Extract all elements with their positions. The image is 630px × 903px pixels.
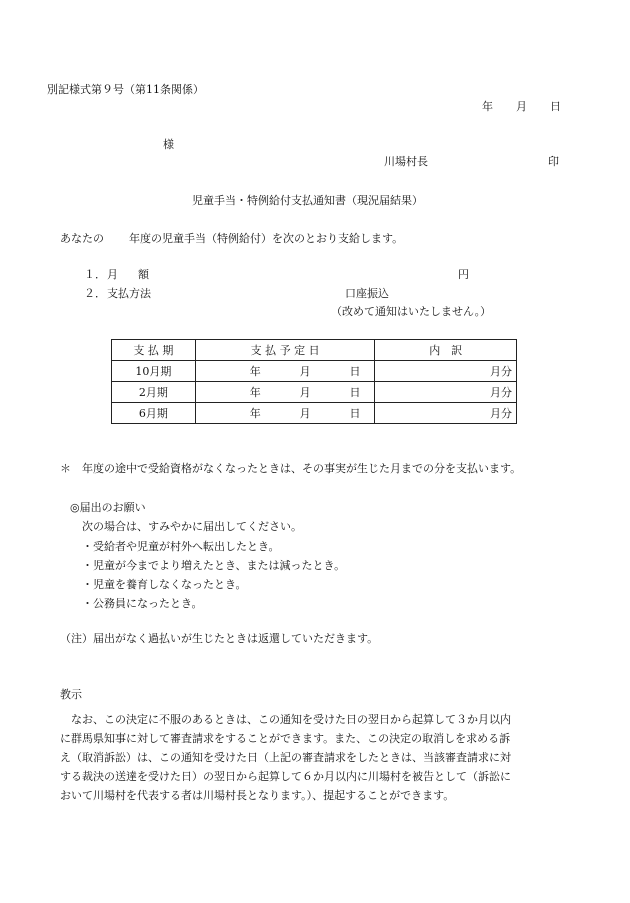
- item2-note: （改めて通知はいたしません。）: [331, 305, 492, 318]
- eligibility-note: 年度の途中で受給資格がなくなったときは、その事実が生じた月までの分を支払います。: [82, 462, 522, 475]
- period-cell: 10月期: [112, 361, 196, 382]
- header-detail: 内 訳: [375, 340, 517, 361]
- seal-mark: 印: [548, 155, 559, 168]
- item2-number: ２．: [84, 287, 106, 300]
- asterisk-mark: ＊: [60, 462, 71, 475]
- date-cell: [195, 361, 375, 382]
- month-mark: 月: [299, 385, 311, 399]
- year-mark: 年: [249, 406, 261, 420]
- detail-cell: 月分: [375, 382, 517, 403]
- year-mark: 年: [249, 364, 261, 378]
- kyoji-heading: 教示: [60, 688, 82, 701]
- item2-label: 支払方法: [107, 287, 151, 300]
- day-mark: 日: [349, 364, 361, 378]
- header-period: 支 払 期: [112, 340, 196, 361]
- detail-cell: 月分: [375, 361, 517, 382]
- date-cell: [195, 382, 375, 403]
- period-cell: 6月期: [112, 403, 196, 424]
- date-day: 日: [550, 100, 561, 113]
- month-mark: 月: [299, 364, 311, 378]
- period-cell: 2月期: [112, 382, 196, 403]
- request-intro: 次の場合は、すみやかに届出してください。: [82, 520, 302, 533]
- request-item: ・児童を養育しなくなったとき。: [82, 578, 247, 591]
- intro-prefix: あなたの: [60, 232, 104, 245]
- item1-number: １．: [84, 268, 106, 281]
- form-id: 別記様式第９号（第11条関係）: [47, 83, 204, 96]
- item1-label-a: 月: [107, 268, 118, 281]
- item1-label-b: 額: [138, 268, 149, 281]
- item2-value: 口座振込: [345, 287, 389, 300]
- request-heading: ◎届出のお願い: [70, 501, 146, 514]
- date-cell: [195, 403, 375, 424]
- request-item: ・公務員になったとき。: [82, 597, 203, 610]
- caution-note: （注）届出がなく過払いが生じたときは返還していただきます。: [60, 632, 379, 645]
- request-item: ・児童が今までより増えたとき、または減ったとき。: [82, 559, 346, 572]
- kyoji-body: [60, 710, 515, 805]
- day-mark: 日: [349, 385, 361, 399]
- payment-schedule-table: [111, 339, 517, 424]
- date-year: 年: [482, 100, 493, 113]
- document-title: 児童手当・特例給付支払通知書（現況届結果）: [192, 194, 423, 207]
- header-date: 支 払 予 定 日: [195, 340, 375, 361]
- day-mark: 日: [349, 406, 361, 420]
- table-row: [112, 382, 517, 403]
- sender-name: 川場村長: [384, 155, 428, 168]
- year-mark: 年: [249, 385, 261, 399]
- date-month: 月: [516, 100, 527, 113]
- request-item: ・受給者や児童が村外へ転出したとき。: [82, 540, 280, 553]
- intro-text: 年度の児童手当（特例給付）を次のとおり支給します。: [129, 232, 404, 245]
- table-row: [112, 361, 517, 382]
- kyoji-text: なお、この決定に不服のあるときは、この通知を受けた日の翌日から起算して３か月以内に群馬県知事に対して審査請求をすることができます。また、この決定の取消しを求める訴え（取消訴訟）は、この通知を受けた日（上記の審査請求をしたときは、当該審査請求に対する裁決の送達を受けた日）の翌日から起算して６か月以内に川場村を被告として（訴訟において川場村を代表する者は川場村長となります。）、提起することができます。: [60, 713, 511, 802]
- addressee-suffix: 様: [163, 138, 174, 151]
- item1-unit: 円: [458, 268, 469, 281]
- detail-cell: 月分: [375, 403, 517, 424]
- table-header-row: [112, 340, 517, 361]
- month-mark: 月: [299, 406, 311, 420]
- table-row: [112, 403, 517, 424]
